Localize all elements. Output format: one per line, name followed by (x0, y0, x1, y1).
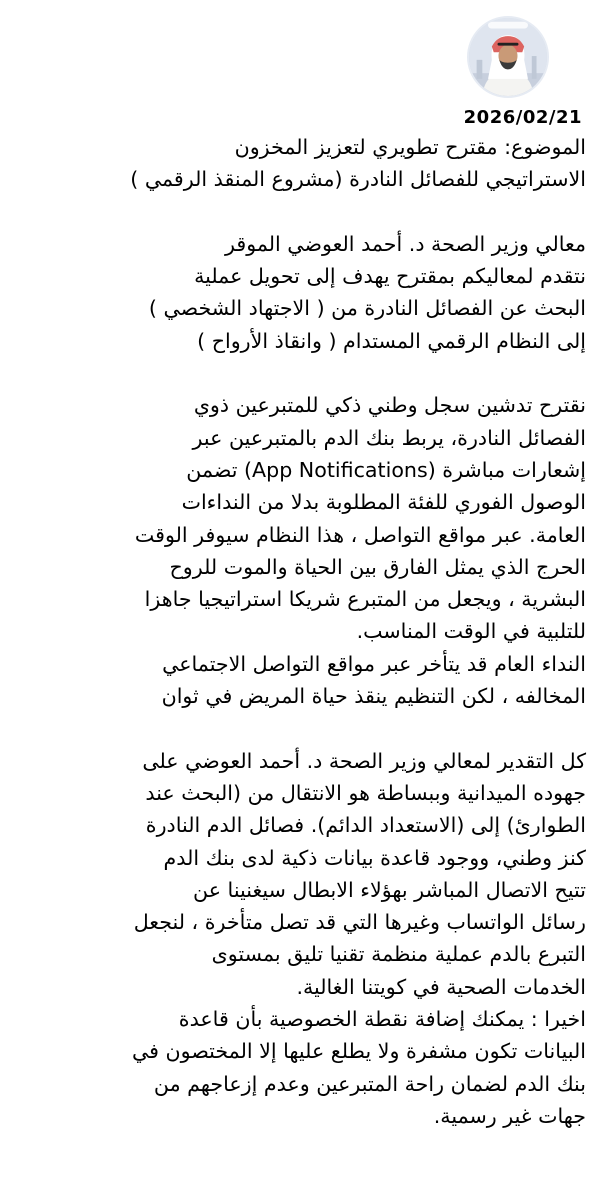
text-line: الخدمات الصحية في كويتنا الغالية. (296, 974, 586, 999)
text-line: رسائل الواتساب وغيرها التي قد تصل متأخرة ، لنجعل (133, 910, 586, 935)
subject (16, 131, 586, 196)
text-line: البشرية ، ويجعل من المتبرع شريكا استراتيجيا جاهزا (144, 587, 586, 612)
text-line: الفصائل النادرة، يربط بنك الدم بالمتبرعين عبر (192, 425, 586, 450)
subject-line: الاستراتيجي للفصائل النادرة (مشروع المنقذ الرقمي ) (130, 167, 586, 192)
letter-date: 2026/02/21 (463, 107, 582, 128)
paragraph-closing (16, 745, 586, 1133)
paragraph-proposal (16, 389, 586, 712)
text-line: التبرع بالدم عملية منظمة تقنيا تليق بمستوى (211, 942, 586, 967)
letter (16, 105, 586, 1132)
text-line: جهات غير رسمية. (433, 1103, 586, 1128)
paragraph-spacer (16, 196, 586, 228)
text-line: الوصول الفوري للفئة المطلوبة بدلا من النداءات (181, 490, 586, 515)
paragraph-introduction (16, 228, 586, 357)
subject-line: الموضوع: مقترح تطويري لتعزيز المخزون (234, 135, 586, 159)
paragraph-spacer (16, 712, 586, 744)
text-line: الطوارئ) إلى (الاستعداد الدائم). فصائل الدم النادرة (145, 813, 586, 838)
text-line: البحث عن الفصائل النادرة من ( الاجتهاد الشخصي ) (148, 296, 586, 321)
text-line: الحرج الذي يمثل الفارق بين الحياة والموت للروح (169, 554, 586, 579)
text-line: العامة. عبر مواقع التواصل ، هذا النظام سيوفر الوقت (134, 522, 586, 547)
text-line: إلى النظام الرقمي المستدام ( وانقاذ الأرواح ) (197, 328, 586, 353)
text-line: جهوده الميدانية وببساطة هو الانتقال من (البحث عند (145, 780, 586, 805)
text-line: كنز وطني، ووجود قاعدة بيانات ذكية لدى بنك الدم (163, 845, 586, 870)
text-line: معالي وزير الصحة د. أحمد العوضي الموقر (225, 231, 586, 256)
text-line: تتيح الاتصال المباشر بهؤلاء الابطال سيغنينا عن (193, 877, 586, 902)
profile-photo-icon (467, 16, 549, 98)
text-line: النداء العام قد يتأخر عبر مواقع التواصل الاجتماعي (162, 651, 586, 676)
text-line: البيانات تكون مشفرة ولا يطلع عليها إلا المختصون في (132, 1039, 586, 1064)
text-line: بنك الدم لضمان راحة المتبرعين وعدم إزعاجهم من (153, 1071, 586, 1096)
text-line: كل التقدير لمعالي وزير الصحة د. أحمد العوضي على (142, 748, 586, 773)
text-line: للتلبية في الوقت المناسب. (356, 619, 586, 644)
text-line: نتقدم لمعاليكم بمقترح يهدف إلى تحويل عملية (194, 264, 586, 289)
text-line: اخيرا : يمكنك إضافة نقطة الخصوصية بأن قاعدة (178, 1007, 586, 1032)
text-line: إشعارات مباشرة (App Notifications) تضمن (186, 457, 586, 482)
text-line: المخالفه ، لكن التنظيم ينقذ حياة المريض في ثوان (161, 684, 586, 709)
paragraph-spacer (16, 357, 586, 389)
text-line: نقترح تدشين سجل وطني ذكي للمتبرعين ذوي (193, 393, 586, 418)
